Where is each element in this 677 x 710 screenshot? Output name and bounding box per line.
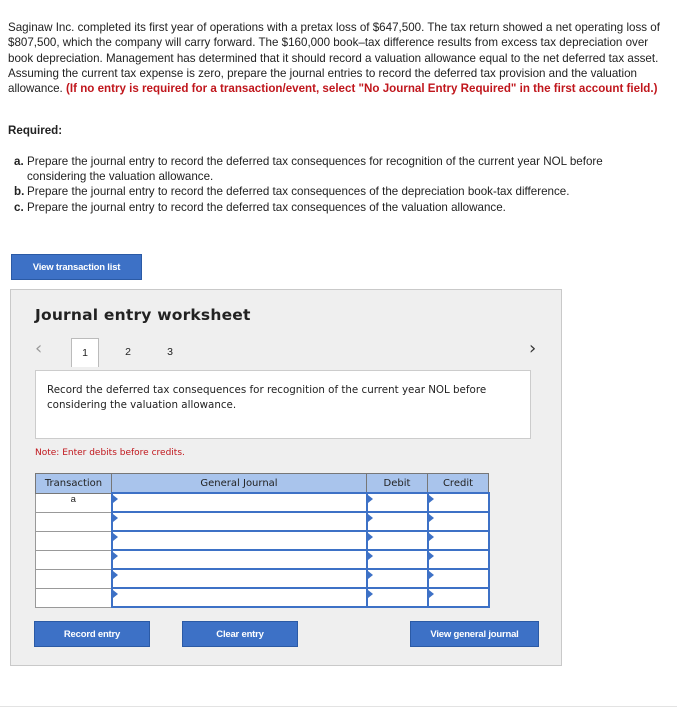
part-text: Prepare the journal entry to record the deferred tax consequences of the valuation allowance. [27,200,506,214]
credit-input[interactable] [428,512,489,531]
table-row [36,512,489,531]
arrow-icon [368,533,373,541]
debit-input[interactable] [367,550,428,569]
dropdown-arrow-icon [113,514,118,522]
account-select[interactable] [112,531,367,550]
dropdown-arrow-icon [113,571,118,579]
transaction-cell [36,512,112,531]
entry-description: Record the deferred tax consequences for recognition of the current year NOL before considering the valuation allowance. [35,370,531,439]
credit-input[interactable] [428,531,489,550]
header-credit: Credit [428,474,489,494]
journal-entry-worksheet [10,289,562,666]
credit-input[interactable] [428,569,489,588]
debit-input[interactable] [367,588,428,607]
arrow-icon [429,552,434,560]
record-entry-button[interactable]: Record entry [34,621,150,647]
journal-grid [35,473,490,608]
divider [0,706,677,707]
part-label: c. [14,200,24,214]
dropdown-arrow-icon [113,552,118,560]
transaction-cell [36,550,112,569]
view-transaction-list-button[interactable]: View transaction list [11,254,142,280]
worksheet-title: Journal entry worksheet [35,306,251,324]
table-row [36,493,489,512]
arrow-icon [429,495,434,503]
credit-input[interactable] [428,493,489,512]
problem-instruction: (If no entry is required for a transaction/event, select "No Journal Entry Required" in the first account field.) [66,82,658,96]
page-tab-2[interactable]: 2 [125,346,131,358]
account-select[interactable] [112,550,367,569]
required-part-a [14,154,664,184]
arrow-icon [429,590,434,598]
clear-entry-button[interactable]: Clear entry [182,621,298,647]
header-general-journal: General Journal [112,474,367,494]
transaction-cell [36,569,112,588]
chevron-right-icon[interactable]: › [529,338,537,359]
part-label: b. [14,185,25,199]
header-debit: Debit [367,474,428,494]
arrow-icon [368,495,373,503]
account-select[interactable] [112,512,367,531]
arrow-icon [368,590,373,598]
arrow-icon [368,571,373,579]
dropdown-arrow-icon [113,590,118,598]
arrow-icon [429,571,434,579]
credit-input[interactable] [428,588,489,607]
part-text: Prepare the journal entry to record the deferred tax consequences for recognition of the current year NOL before considering the valuation allowance. [27,155,603,184]
transaction-cell [36,588,112,607]
debit-input[interactable] [367,569,428,588]
arrow-icon [429,533,434,541]
page-tab-3[interactable]: 3 [167,346,173,358]
part-text: Prepare the journal entry to record the deferred tax consequences of the depreciation book-tax difference. [27,185,570,199]
arrow-icon [429,514,434,522]
page-tab-1[interactable]: 1 [71,338,99,367]
part-label: a. [14,155,24,168]
problem-description: Saginaw Inc. completed its first year of operations with a pretax loss of $647,500. The tax return showed a net operating loss of $807,500, which the company will carry forward. The $160,000 book–tax difference results from excess tax depreciation over book depreciation. Management has determined that it should record a valuation allowance equal to the net deferred tax asset. Assuming the current tax expense is zero, prepare the journal entries to record the deferred tax provision and the valuation allowance. [8,21,660,96]
entry-note: Note: Enter debits before credits. [35,448,185,458]
arrow-icon [368,514,373,522]
table-row [36,588,489,607]
table-row [36,550,489,569]
transaction-cell [36,531,112,550]
debit-input[interactable] [367,512,428,531]
journal-header-row [36,474,489,494]
header-transaction: Transaction [36,474,112,494]
dropdown-arrow-icon [113,495,118,503]
transaction-cell: a [36,493,112,512]
problem-text [8,20,673,96]
table-row [36,569,489,588]
required-heading: Required: [8,124,63,137]
dropdown-arrow-icon [113,533,118,541]
table-row [36,531,489,550]
arrow-icon [368,552,373,560]
debit-input[interactable] [367,531,428,550]
required-part-c [14,200,664,215]
account-select[interactable] [112,569,367,588]
account-select[interactable] [112,493,367,512]
view-general-journal-button[interactable]: View general journal [410,621,539,647]
required-part-b [14,184,664,199]
debit-input[interactable] [367,493,428,512]
credit-input[interactable] [428,550,489,569]
required-parts-list [14,154,664,215]
account-select[interactable] [112,588,367,607]
chevron-left-icon[interactable]: ‹ [35,338,43,359]
